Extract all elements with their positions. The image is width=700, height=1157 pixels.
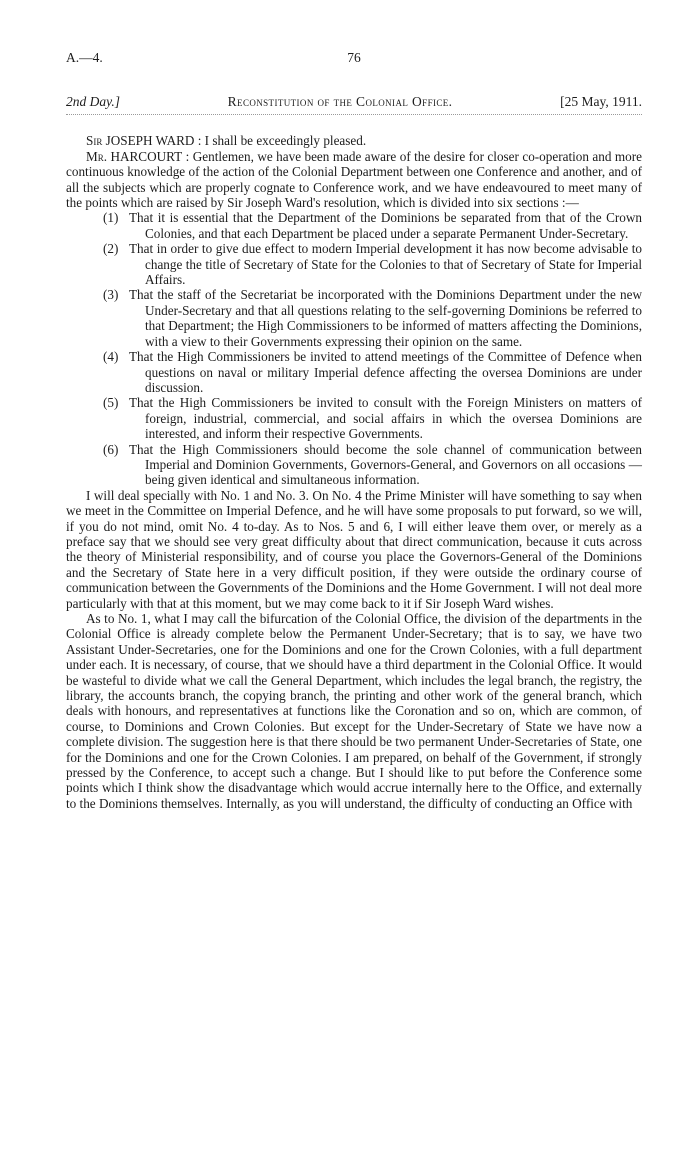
item-number: (1) bbox=[103, 210, 119, 226]
page-top-row bbox=[66, 50, 642, 70]
item-text: That the staff of the Secretariat be incorporated with the Dominions Department under the new Under-Secretary and that all questions relating to the self-governing Dominions be referred to that Department; the High Commissioners to be informed of matters affecting the Dominions, with a view to their Governments expressing their opinion on the same. bbox=[129, 287, 642, 349]
paragraph: As to No. 1, what I may call the bifurcation of the Colonial Office, the division of the departments in the Colonial Office is already complete below the Permanent Under-Secretary; that is to say, we have two Assistant Under-Secretaries, one for the Dominions and one for the Crown Colonies, with a full department under each. It is necessary, of course, that we should have a third department in the Colonial Office. It would be wasteful to divide what we call the General Department, which includes the legal branch, the registry, the library, the accounts branch, the copying branch, the printing and other work of the general branch, which deals with honours, and representatives at functions like the Coronation and so on, which are common, of course, to Dominions and Crown Colonies. But except for the Under-Secretary of State we have now a complete division. The suggestion here is that there should be two permanent Under-Secretaries of State, one for the Dominions and one for the Crown Colonies. I am prepared, on behalf of the Government, if strongly pressed by the Conference, to accept such a change. But I should like to put before the Conference some points which I think show the disadvantage which would accrue internally here to the Office, and externally to the Dominions themselves. Internally, as you will understand, the difficulty of conducting an Office with bbox=[66, 611, 642, 811]
item-number: (4) bbox=[103, 349, 119, 365]
session-date: [25 May, 1911. bbox=[560, 94, 642, 109]
item-text: That it is essential that the Department of the Dominions be separated from that of the Crown Colonies, and that each Department be placed under a separate Permanent Under-Secretary. bbox=[129, 210, 642, 241]
resolution-item bbox=[66, 349, 642, 395]
resolution-item bbox=[66, 287, 642, 349]
paragraph bbox=[66, 133, 642, 148]
item-text: That in order to give due effect to modern Imperial development it has now become advisable to change the title of Secretary of State for the Colonies to that of Secretary of State for Imperial Affairs. bbox=[129, 241, 642, 288]
document-page bbox=[66, 50, 642, 811]
section-title: Reconstitution of the Colonial Office. bbox=[227, 94, 453, 109]
item-text: That the High Commissioners should become the sole channel of communication between Imperial and Dominion Governments, Governors-General, and Governors on all occasions — being given identical and simultaneous information. bbox=[129, 441, 642, 488]
paragraph: I will deal specially with No. 1 and No. 3. On No. 4 the Prime Minister will have something to say when we meet in the Committee on Imperial Defence, and he will have some proposals to put forward, so we will, if you do not mind, omit No. 4 to-day. As to Nos. 5 and 6, I will either leave them over, or merely as a preface say that we should see very great difficulty about that direct communication, because it cuts across the theory of Ministerial responsibility, and of course you place the Governors-General of the Dominions and the Secretary of State here in a very difficult position, if they were outside the ordinary course of communication between the Governments of the Dominions and the Home Government. I will not deal more particularly with that at this moment, but we may come back to it if Sir Joseph Ward wishes. bbox=[66, 487, 642, 611]
speaker-name: Sir JOSEPH WARD bbox=[86, 133, 195, 149]
running-header bbox=[66, 94, 642, 115]
resolution-item bbox=[66, 395, 642, 441]
speech-text: : Gentlemen, we have been made aware of the desire for closer co-operation and more continuous knowledge of the action of the Colonial Department between one Conference and another, and of all the subjects which are properly cognate to Conference work, and we have endeavoured to meet many of the points which are raised by Sir Joseph Ward's resolution, which is divided into six sections :— bbox=[66, 148, 642, 211]
resolution-item bbox=[66, 210, 642, 241]
item-number: (5) bbox=[103, 395, 119, 411]
resolution-item bbox=[66, 241, 642, 287]
item-number: (3) bbox=[103, 287, 119, 303]
item-number: (6) bbox=[103, 441, 119, 457]
document-reference: A.—4. bbox=[66, 50, 103, 65]
item-number: (2) bbox=[103, 241, 119, 257]
item-text: That the High Commissioners be invited to attend meetings of the Committee of Defence when questions on naval or military Imperial defence affecting the oversea Dominions are under discussion. bbox=[129, 349, 642, 395]
speech-text: : I shall be exceedingly pleased. bbox=[197, 133, 367, 149]
speaker-name: Mr. HARCOURT bbox=[86, 148, 183, 164]
item-text: That the High Commissioners be invited to consult with the Foreign Ministers on matters of foreign, industrial, commercial, and social affairs in which the oversea Dominions are interested, and inform their respective Governments. bbox=[129, 395, 642, 442]
resolution-sections bbox=[66, 210, 642, 487]
resolution-item bbox=[66, 442, 642, 488]
session-day: 2nd Day.] bbox=[66, 94, 120, 109]
document-body bbox=[66, 133, 642, 811]
paragraph bbox=[66, 149, 642, 211]
page-number: 76 bbox=[347, 50, 361, 65]
